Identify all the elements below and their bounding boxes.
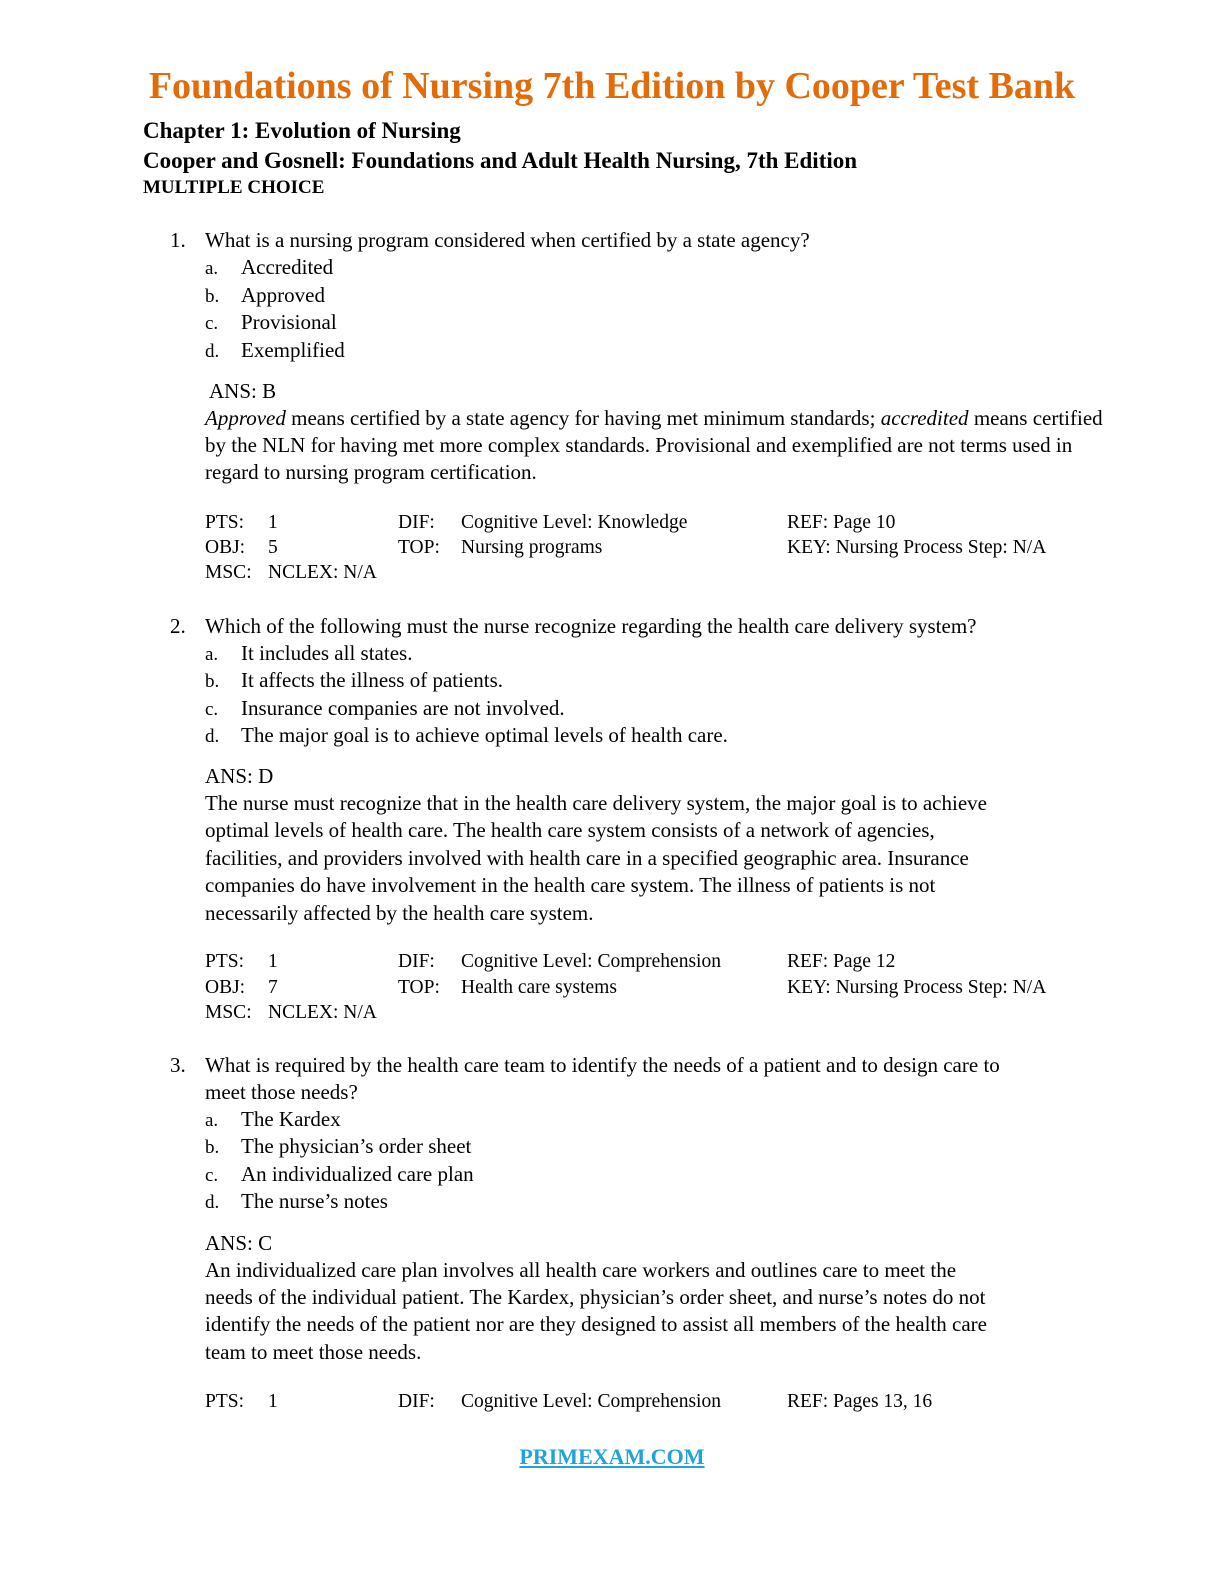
rationale-emphasis: accredited [880, 406, 969, 430]
option-text: Approved [241, 283, 325, 307]
rationale-line: needs of the individual patient. The Kardex, physician’s order sheet, and nurse’s notes do not [205, 1285, 986, 1309]
rationale-emphasis: Approved [205, 406, 286, 430]
key-value: KEY: Nursing Process Step: N/A [787, 537, 1047, 558]
ref-value: REF: Pages 13, 16 [787, 1391, 933, 1412]
msc-label: MSC: [205, 1002, 252, 1023]
rationale-line: The nurse must recognize that in the health care delivery system, the major goal is to achieve [205, 791, 987, 815]
option-letter: a. [205, 644, 219, 665]
question-number: 1. [170, 228, 186, 252]
dif-label: DIF: [398, 951, 435, 972]
chapter-heading: Chapter 1: Evolution of Nursing [143, 118, 461, 143]
ref-value: REF: Page 10 [787, 512, 896, 533]
question-text: meet those needs? [205, 1080, 358, 1104]
document-title: Foundations of Nursing 7th Edition by Cooper Test Bank [148, 65, 1076, 107]
question-text: What is required by the health care team to identify the needs of a patient and to design care to [205, 1053, 1000, 1077]
option-letter: b. [205, 1137, 220, 1158]
pts-value: 1 [268, 512, 278, 533]
pts-label: PTS: [205, 1391, 245, 1412]
rationale-line: companies do have involvement in the health care system. The illness of patients is not [205, 873, 936, 897]
option-text: The nurse’s notes [241, 1189, 388, 1213]
option-letter: b. [205, 286, 220, 307]
msc-value: NCLEX: N/A [268, 1002, 377, 1023]
question-number: 3. [170, 1053, 186, 1077]
rationale-line: identify the needs of the patient nor are they designed to assist all members of the health care [205, 1312, 987, 1336]
obj-label: OBJ: [205, 537, 246, 558]
top-value: Health care systems [461, 977, 617, 998]
option-text: Accredited [241, 255, 334, 279]
top-label: TOP: [398, 537, 440, 558]
option-text: The physician’s order sheet [241, 1134, 472, 1158]
rationale-line: team to meet those needs. [205, 1340, 422, 1364]
dif-value: Cognitive Level: Comprehension [461, 951, 721, 972]
obj-value: 7 [268, 977, 278, 998]
option-letter: b. [205, 671, 220, 692]
msc-value: NCLEX: N/A [268, 562, 377, 583]
rationale-line: facilities, and providers involved with health care in a specified geographic area. Insurance [205, 846, 969, 870]
option-text: It affects the illness of patients. [241, 668, 504, 692]
option-letter: c. [205, 699, 219, 720]
top-value: Nursing programs [461, 537, 603, 558]
pts-label: PTS: [205, 512, 245, 533]
option-letter: d. [205, 341, 220, 362]
answer-label: ANS: C [205, 1231, 273, 1255]
rationale-line: An individualized care plan involves all health care workers and outlines care to meet the [205, 1258, 957, 1282]
ref-value: REF: Page 12 [787, 951, 896, 972]
pts-value: 1 [268, 951, 278, 972]
option-letter: a. [205, 258, 219, 279]
option-text: Insurance companies are not involved. [241, 696, 565, 720]
option-letter: c. [205, 1165, 219, 1186]
option-letter: d. [205, 726, 220, 747]
option-text: It includes all states. [241, 641, 413, 665]
option-text: Exemplified [241, 338, 345, 362]
option-text: An individualized care plan [241, 1162, 474, 1186]
option-letter: d. [205, 1192, 220, 1213]
msc-label: MSC: [205, 562, 252, 583]
option-letter: a. [205, 1110, 219, 1131]
top-label: TOP: [398, 977, 440, 998]
obj-label: OBJ: [205, 977, 246, 998]
obj-value: 5 [268, 537, 278, 558]
question-text: What is a nursing program considered when certified by a state agency? [205, 228, 810, 252]
option-letter: c. [205, 313, 219, 334]
rationale: Approved means certified by a state agency for having met minimum standards; accredited means certified by the NLN for having met more complex standards. Provisional and exemplified are not terms used in regard to nursing program certification. [205, 406, 1103, 485]
dif-label: DIF: [398, 512, 435, 533]
dif-label: DIF: [398, 1391, 435, 1412]
answer-label: ANS: D [205, 764, 274, 788]
answer-label: ANS: B [209, 379, 277, 403]
dif-value: Cognitive Level: Knowledge [461, 512, 688, 533]
dif-value: Cognitive Level: Comprehension [461, 1391, 721, 1412]
footer-link[interactable]: PRIMEXAM.COM [519, 1444, 705, 1469]
pts-value: 1 [268, 1391, 278, 1412]
question-text: Which of the following must the nurse recognize regarding the health care delivery system? [205, 614, 977, 638]
key-value: KEY: Nursing Process Step: N/A [787, 977, 1047, 998]
option-text: The major goal is to achieve optimal levels of health care. [241, 723, 728, 747]
pts-label: PTS: [205, 951, 245, 972]
book-heading: Cooper and Gosnell: Foundations and Adult Health Nursing, 7th Edition [143, 148, 858, 173]
question-number: 2. [170, 614, 186, 638]
option-text: The Kardex [241, 1107, 341, 1131]
rationale-line: optimal levels of health care. The health care system consists of a network of agencies, [205, 818, 935, 842]
section-heading: MULTIPLE CHOICE [143, 177, 325, 198]
option-text: Provisional [241, 310, 337, 334]
rationale-line: necessarily affected by the health care system. [205, 901, 594, 925]
